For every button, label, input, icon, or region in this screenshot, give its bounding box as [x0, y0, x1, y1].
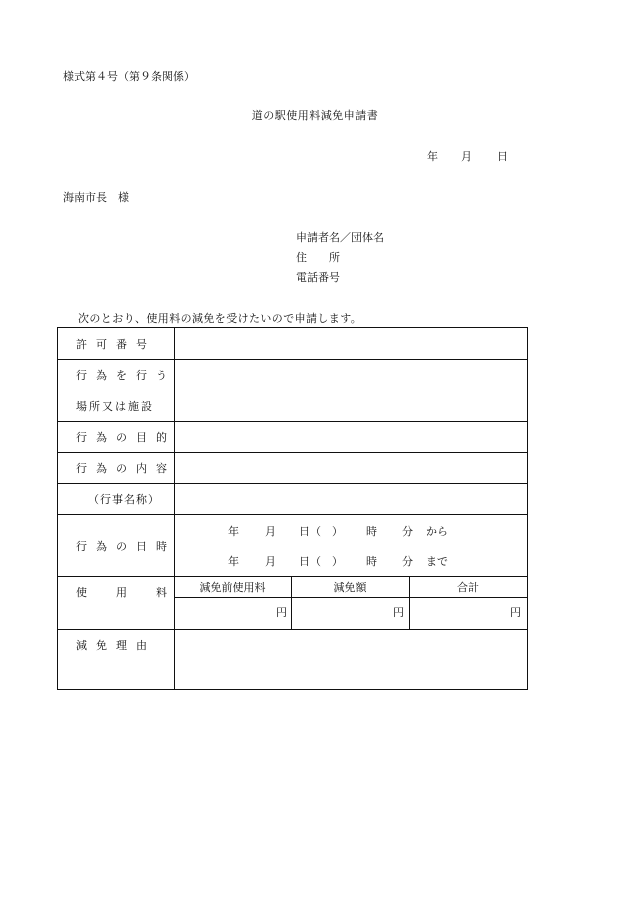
end-to: まで: [426, 555, 448, 568]
event-name-label: （行事名称）: [88, 493, 160, 506]
row-divider: [58, 421, 527, 422]
activity-place-label-line1: 行為を行う: [76, 369, 176, 382]
addressee: 海南市長 様: [63, 191, 129, 204]
document-title: 道の駅使用料減免申請書: [251, 109, 379, 122]
fee-total-yen: 円: [510, 606, 521, 619]
row-divider: [58, 359, 527, 360]
start-hour: 時: [366, 525, 377, 538]
date-day-label: 日: [497, 150, 508, 163]
activity-datetime-label: 行為の日時: [76, 540, 176, 553]
start-day: 日（ ）: [299, 525, 343, 538]
permit-number-label: 許可番号: [76, 338, 156, 351]
row-divider: [58, 452, 527, 453]
start-year: 年: [228, 525, 239, 538]
activity-place-label-line2: 場所又は施設: [76, 400, 154, 413]
row-divider: [58, 629, 527, 630]
end-hour: 時: [366, 555, 377, 568]
applicant-name-label: 申請者名／団体名: [296, 231, 384, 244]
start-month: 月: [265, 525, 276, 538]
row-divider: [58, 483, 527, 484]
end-year: 年: [228, 555, 239, 568]
fee-label: 使用料: [76, 586, 196, 599]
applicant-phone-label: 電話番号: [296, 271, 340, 284]
activity-purpose-label: 行為の目的: [76, 431, 176, 444]
date-month-label: 月: [461, 150, 472, 163]
fee-header-total: 合計: [457, 581, 479, 594]
start-minute: 分: [402, 525, 413, 538]
form-number: 様式第４号（第９条関係）: [63, 70, 195, 83]
activity-content-label: 行為の内容: [76, 462, 176, 475]
intro-text: 次のとおり、使用料の減免を受けたいので申請します。: [78, 312, 363, 325]
fee-reduction-yen: 円: [393, 606, 404, 619]
end-minute: 分: [402, 555, 413, 568]
fee-header-before-reduction: 減免前使用料: [199, 581, 266, 594]
start-from: から: [426, 525, 448, 538]
fee-before-yen: 円: [276, 606, 287, 619]
end-month: 月: [265, 555, 276, 568]
fee-header-reduction-amount: 減免額: [333, 581, 367, 594]
fee-header-divider: [174, 597, 527, 598]
application-form-table: [57, 327, 528, 690]
date-year-label: 年: [427, 150, 438, 163]
row-divider: [58, 514, 527, 515]
applicant-address-label: 住 所: [296, 251, 340, 264]
reduction-reason-label: 減免理由: [76, 639, 156, 652]
row-divider: [58, 576, 527, 577]
end-day: 日（ ）: [299, 555, 343, 568]
